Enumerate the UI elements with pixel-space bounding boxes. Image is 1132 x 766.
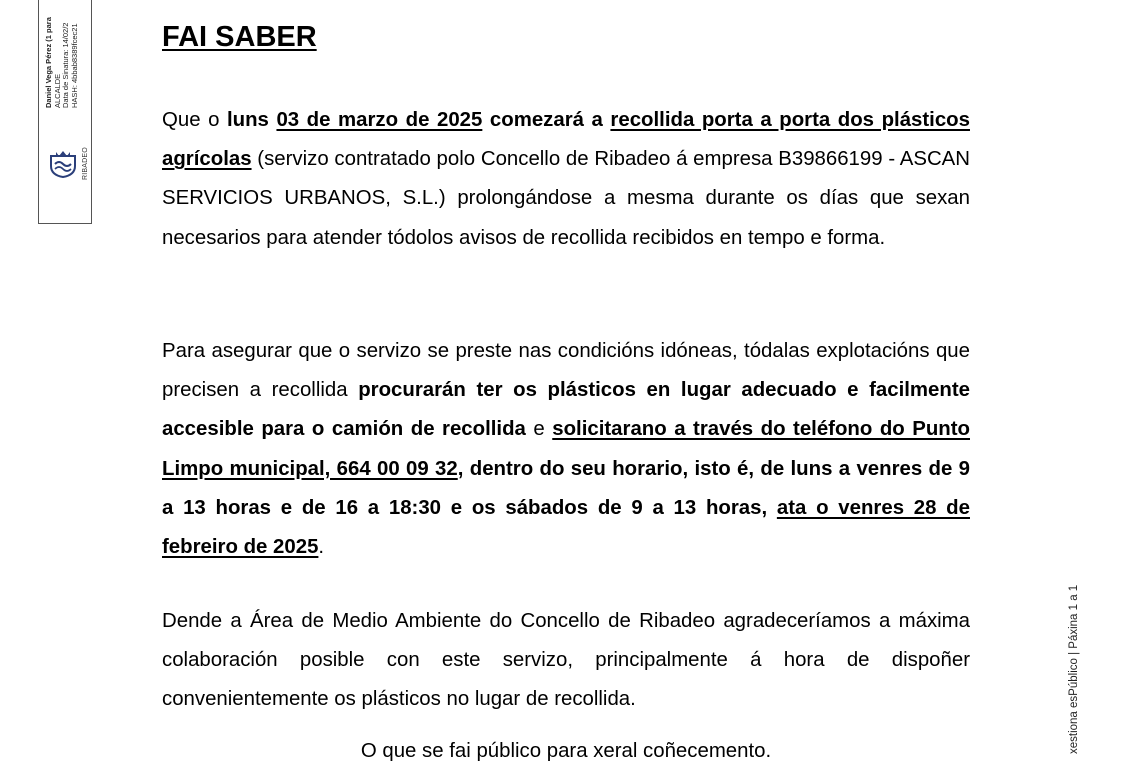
p2-bold-1: procurarán ter os plásticos en lugar adecuado e facilmente accesible para o camión de recollida bbox=[162, 379, 970, 441]
coat-of-arms-icon bbox=[47, 150, 79, 178]
page-side-note: xestiona esPúblico | Páxina 1 a 1 bbox=[1068, 584, 1080, 754]
signature-stamp bbox=[38, 0, 92, 224]
p1-text-2: (servizo contratado polo Concello de Ribadeo á empresa B39866199 - ASCAN SERVICIOS URBANOS, S.L.) prolongándose a mesma durante os días que sexan necesarios para atender tódolos avisos de recollida recibidos en tempo e forma. bbox=[162, 148, 970, 249]
p1-bold-1: luns bbox=[226, 109, 277, 131]
crest-label: RIBADEO bbox=[82, 147, 89, 180]
p1-bold-2: comezará a bbox=[482, 109, 611, 131]
p1-text-1: Que o bbox=[162, 109, 227, 131]
p2-deadline: ata o venres 28 de febreiro de 2025 bbox=[162, 496, 970, 559]
signer-role: ALCALDE bbox=[52, 73, 62, 108]
p2-text-2: e bbox=[525, 418, 553, 441]
signature-date: Data de Sinatura: 14/02/2 bbox=[61, 22, 71, 108]
signer-name: Daniel Vega Pérez (1 para bbox=[44, 17, 53, 108]
p2-text-3: . bbox=[318, 536, 325, 559]
p2-phone-request: solicitarano a través do teléfono do Punto Limpo municipal, 664 00 09 32 bbox=[162, 418, 970, 480]
paragraph-instructions bbox=[162, 332, 970, 567]
closing-line: O que se fai público para xeral coñecemento. bbox=[360, 740, 772, 762]
p1-service-name: recollida porta a porta dos plásticos agrícolas bbox=[162, 109, 970, 171]
p2-text-1: Para asegurar que o servizo se preste nas condicións idóneas, tódalas explotacións que precisen a recollida bbox=[162, 340, 970, 402]
document-heading: FAI SABER bbox=[162, 21, 317, 53]
p2-bold-2: , dentro do seu horario, isto é, de luns a venres de 9 a 13 horas e de 16 a 18:30 e os sábados de 9 a 13 horas, bbox=[162, 457, 970, 519]
paragraph-thanks: Dende a Área de Medio Ambiente do Concello de Ribadeo agradeceríamos a máxima colaboración posible con este servizo, principalmente á hora de dispoñer convenientemente os plásticos no lugar de recollida. bbox=[162, 610, 970, 711]
signature-text bbox=[45, 0, 85, 108]
paragraph-announcement bbox=[162, 101, 970, 258]
p1-start-date: 03 de marzo de 2025 bbox=[276, 109, 483, 131]
signature-hash: HASH: 4bbab8389fcec21 bbox=[69, 23, 79, 108]
